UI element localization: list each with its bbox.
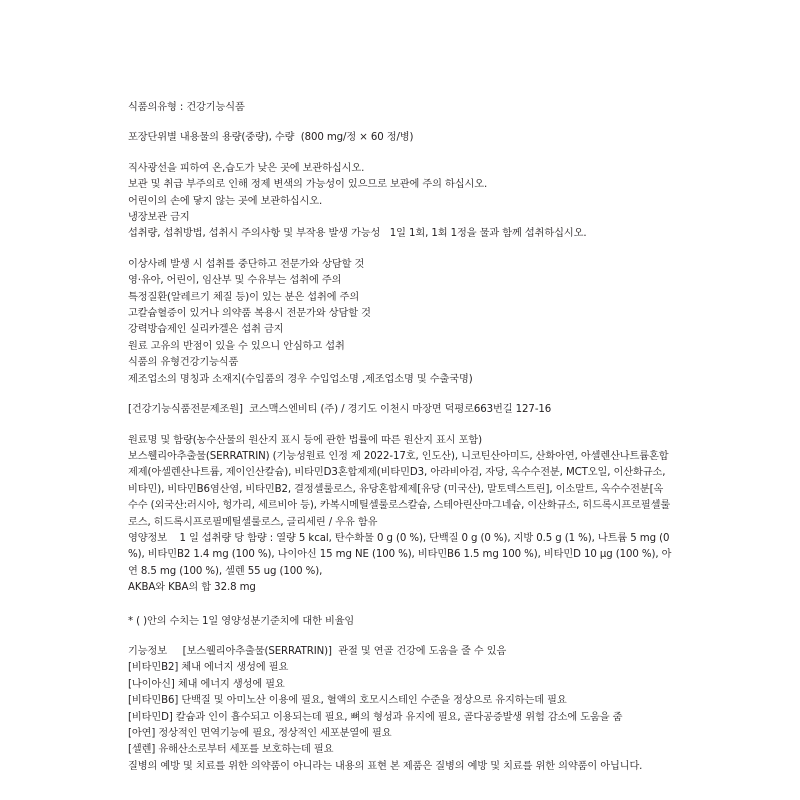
caution-line-3: 특정질환(알레르기 체질 등)이 있는 분은 섭취에 주의	[128, 291, 360, 303]
storage-line-1: 직사광선을 피하여 온,습도가 낮은 곳에 보관하십시오.	[128, 162, 365, 174]
functional-info-vitamin-d: [비타민D] 칼슘과 인이 흡수되고 이용되는데 필요, 뼈의 형성과 유지에 필요, 골다공증발생 위험 감소에 도움을 줌	[128, 711, 623, 723]
nutrition-body: 영양정보 1 일 섭취량 당 함량 : 열량 5 kcal, 탄수화물 0 g (0 %), 단백질 0 g (0 %), 지방 0.5 g (1 %), 나트륨 5 mg (0 %), 비타민B2 1.4 mg (100 %), 나이아신 15 mg NE (100 %), 비타민B6 1.5 mg 100 %), 비타민D 10 µg (100 %), 아연 8.5 mg (100 %), 셀렌 55 ug (100 %),	[128, 532, 673, 577]
caution-line-5: 강력방습제인 실리카겔은 섭취 금지	[128, 324, 284, 336]
manufacturer-address-line: [건강기능식품전문제조원] 코스맥스엔비티 (주) / 경기도 이천시 마장면 덕평로663번길 127-16	[128, 404, 552, 416]
section-percent-note	[128, 614, 672, 630]
food-type-line: 식품의유형 : 건강기능식품	[128, 102, 245, 113]
section-ingredients	[128, 433, 672, 531]
functional-info-zinc: [아연] 정상적인 면역기능에 필요, 정상적인 세포분열에 필요	[128, 728, 392, 739]
storage-line-3: 어린이의 손에 닿지 않는 곳에 보관하십시오.	[128, 195, 323, 207]
ingredients-heading: 원료명 및 함량(농수산물의 원산지 표시 등에 관한 법률에 따른 원산지 표시 포함)	[128, 434, 482, 446]
manufacturer-label-line: 제조업소의 명칭과 소재지(수입품의 경우 수입업소명 ,제조업소명 및 수출국명)	[128, 373, 473, 385]
section-storage	[128, 161, 672, 243]
storage-line-4: 냉장보관 금지	[128, 212, 190, 224]
percent-note-line: * ( )안의 수치는 1일 영양성분기준치에 대한 비율임	[128, 615, 355, 627]
disclaimer-line: 질병의 예방 및 치료를 위한 의약품이 아니라는 내용의 표현 본 제품은 질병의 예방 및 치료를 위한 의약품이 아닙니다.	[128, 760, 643, 772]
section-functional-info	[128, 644, 672, 759]
functional-info-b2: [비타민B2] 체내 에너지 생성에 필요	[128, 662, 289, 674]
food-category-line: 식품의 유형건강기능식품	[128, 357, 239, 369]
section-manufacturer	[128, 402, 672, 418]
caution-line-4: 고칼슘혈증이 있거나 의약품 복용시 전문가와 상담할 것	[128, 308, 371, 320]
section-cautions	[128, 257, 672, 388]
ingredients-body: 보스웰리아추출물(SERRATRIN) (기능성원료 인정 제 2022-17호, 인도산), 니코틴산아미드, 산화아연, 아셀렌산나트륨혼합제제(아셀렌산나트륨, 제이인산칼슘), 비타민D3혼합제제(비타민D3, 아라비아검, 자당, 옥수수전분, MCT오일, 이산화규소, 비타민), 비타민B6염산염, 비타민B2, 결정셀룰로스, 유당혼합제제[유당 (미국산), 말토덱스트린], 이소말트, 옥수수전분[옥수수 (외국산:러시아, 헝가리, 세르비아 등), 카복시메틸셀룰로스칼슘, 스테아린산마그네슘, 이산화규소, 히드록시프로필셀룰로스, 히드록시프로필메틸셀룰로스, 글리세린 / 우유 함유	[128, 450, 671, 528]
storage-line-2: 보관 및 취급 부주의로 인해 정제 변색의 가능성이 있으므로 보관에 주의 하십시오.	[128, 179, 488, 191]
package-content-line: 포장단위별 내용물의 용량(중량), 수량 (800 mg/정 × 60 정/병)	[128, 132, 414, 144]
functional-info-b6: [비타민B6] 단백질 및 아미노산 이용에 필요, 혈액의 호모시스테인 수준을 정상으로 유지하는데 필요	[128, 695, 567, 707]
intake-instruction-line: 섭취량, 섭취방법, 섭취시 주의사항 및 부작용 발생 가능성 1일 1회, 1회 1정을 물과 함께 섭취하십시오.	[128, 228, 587, 240]
akba-kba-line: AKBA와 KBA의 합 32.8 mg	[128, 582, 256, 594]
section-disclaimer	[128, 759, 672, 775]
caution-line-1: 이상사례 발생 시 섭취를 중단하고 전문가와 상담할 것	[128, 258, 365, 270]
product-label-document	[128, 100, 672, 775]
caution-line-2: 영·유아, 어린이, 임산부 및 수유부는 섭취에 주의	[128, 275, 342, 287]
functional-info-heading: 기능정보 [보스웰리아추출물(SERRATRIN)] 관절 및 연골 건강에 도움을 줄 수 있음	[128, 645, 507, 657]
functional-info-niacin: [나이아신] 체내 에너지 생성에 필요	[128, 678, 285, 690]
section-nutrition	[128, 531, 672, 597]
caution-line-6: 원료 고유의 반점이 있을 수 있으니 안심하고 섭취	[128, 340, 345, 352]
section-package-content	[128, 130, 672, 146]
functional-info-selenium: [셀렌] 유해산소로부터 세포를 보호하는데 필요	[128, 744, 334, 756]
section-food-type	[128, 100, 672, 116]
